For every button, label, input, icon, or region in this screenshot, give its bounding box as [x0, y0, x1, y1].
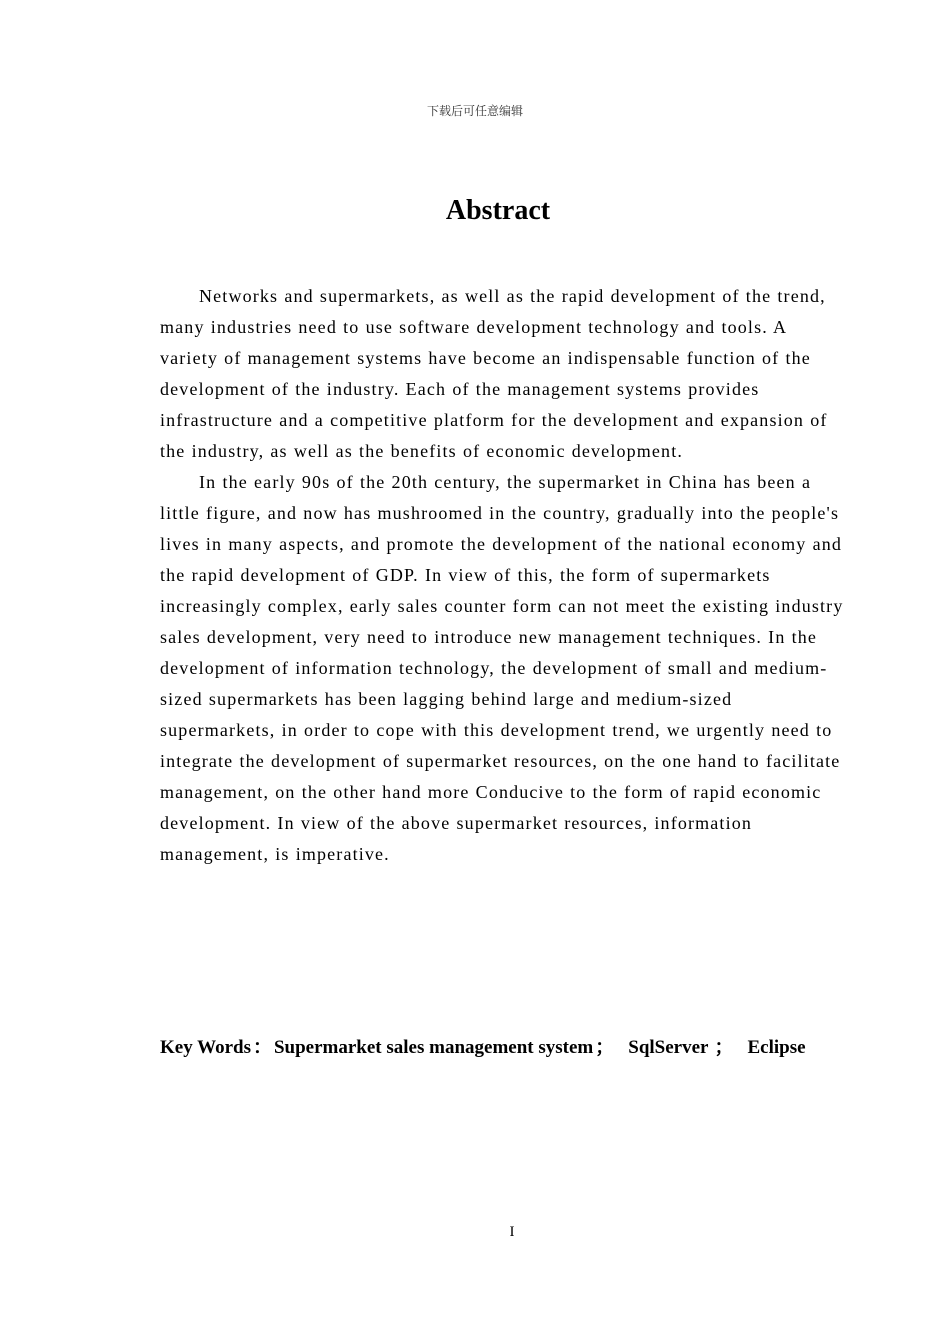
keywords-colon: ：: [252, 1037, 272, 1058]
keyword-item: Supermarket sales management system: [273, 1037, 594, 1058]
keyword-item: Eclipse: [747, 1037, 806, 1058]
keywords-line: [160, 1034, 880, 1062]
abstract-paragraph-2: In the early 90s of the 20th century, the supermarket in China has been a little figure, and now has mushroomed in the country, gradually into the people's lives in many aspects, and promote the development of the national economy and the rapid development of GDP. In view of this, the form of supermarkets increasingly complex, early sales counter form can not meet the existing industry sales development, very need to introduce new management techniques. In the development of information technology, the development of small and medium-sized supermarkets has been lagging behind large and medium-sized supermarkets, in order to cope with this development trend, we urgently need to integrate the development of supermarket resources, on the one hand to facilitate management, on the other hand more Conducive to the form of rapid economic development. In view of the above supermarket resources, information management, is imperative.: [160, 472, 844, 864]
abstract-body: [160, 281, 850, 870]
keyword-separator: ；: [714, 1037, 734, 1058]
keyword-separator: ；: [595, 1037, 615, 1058]
abstract-title: Abstract: [445, 195, 551, 226]
keyword-item: SqlServer: [628, 1037, 709, 1058]
keywords-label: Key Words: [160, 1037, 251, 1058]
header-note: 下载后可任意编辑: [426, 104, 523, 118]
abstract-paragraph-1: Networks and supermarkets, as well as the rapid development of the trend, many industries need to use software development technology and tools. A variety of management systems have become an indispensable function of the development of the industry. Each of the management systems provides infrastructure and a competitive platform for the development and expansion of the industry, as well as the benefits of economic development.: [160, 286, 828, 461]
page-number: I: [509, 1224, 515, 1240]
